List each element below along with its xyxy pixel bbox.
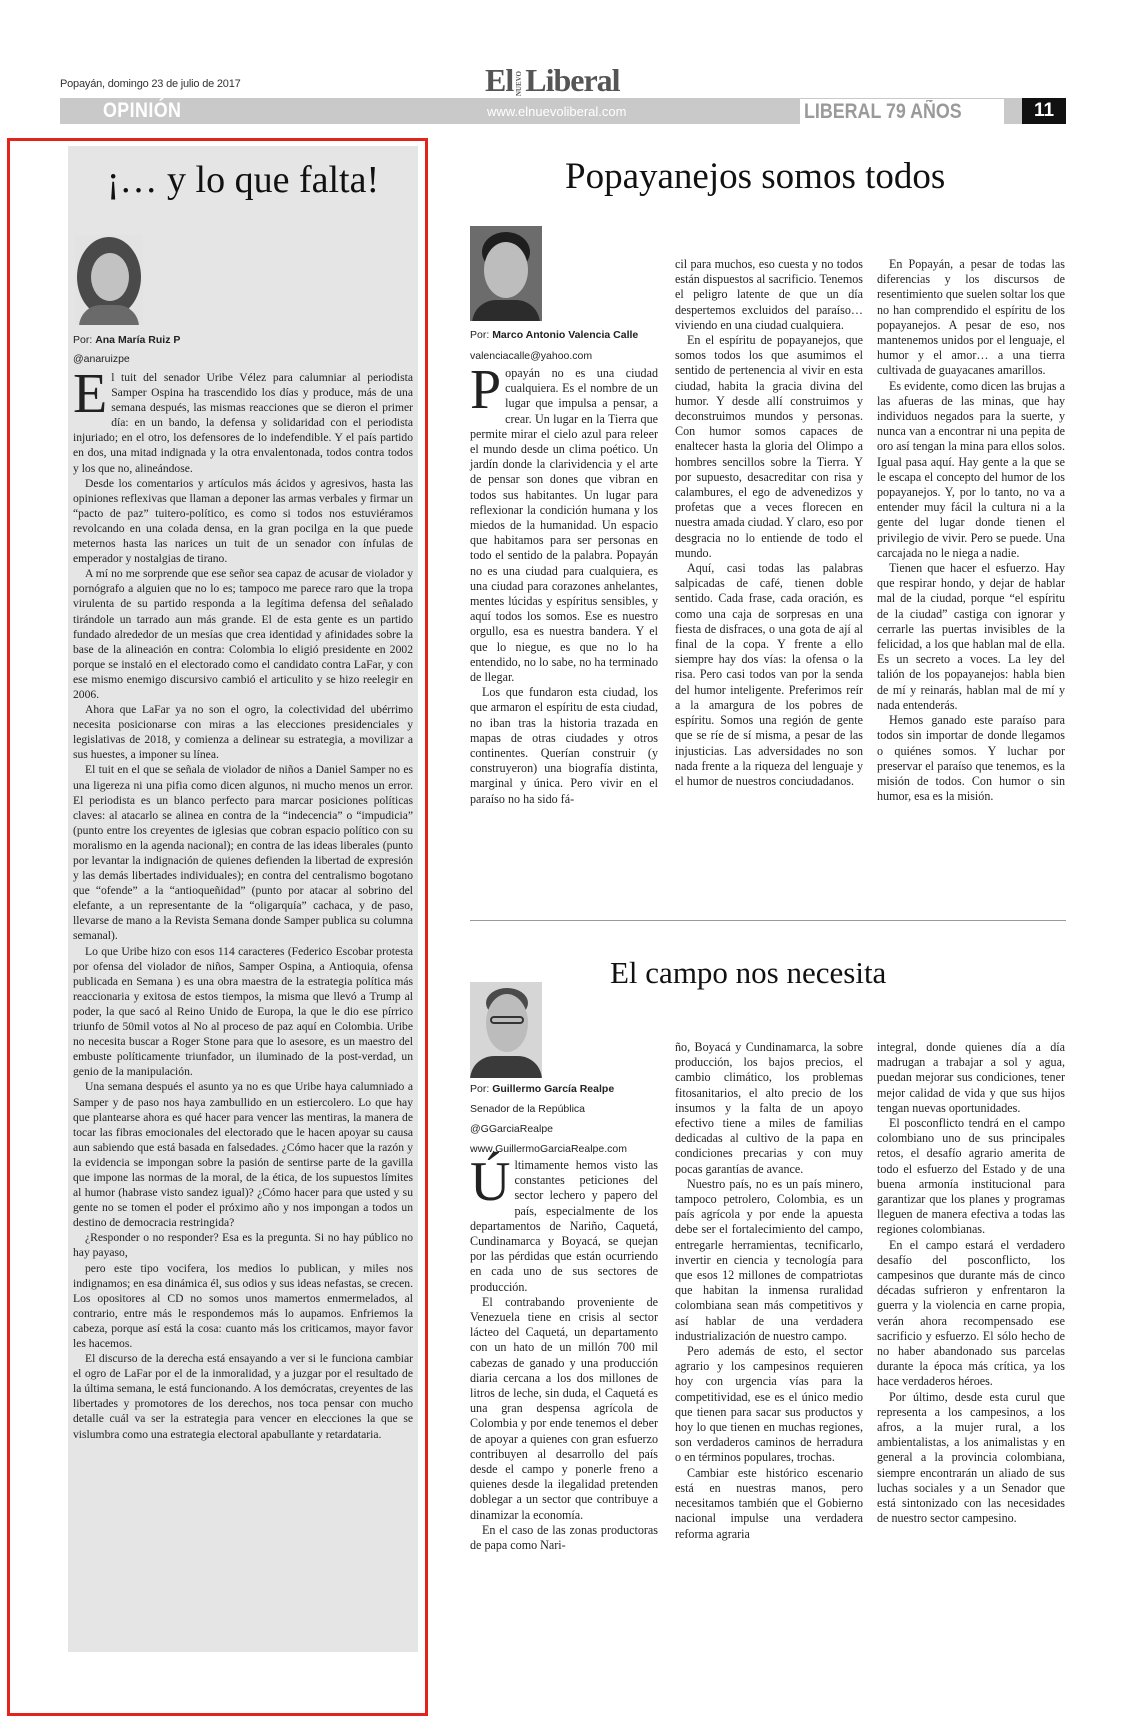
- article-divider: [470, 920, 1066, 921]
- article-column-2: [675, 1040, 863, 1542]
- edition-label: [800, 99, 1004, 125]
- face-shape: [484, 242, 528, 298]
- article-column-1: [470, 1151, 658, 1553]
- article-title: Popayanejos somos todos: [565, 156, 946, 197]
- shoulders-shape: [472, 300, 540, 321]
- glasses-shape: [490, 1016, 524, 1024]
- author-byline: [470, 1083, 614, 1095]
- paragraph: Es evidente, como dicen las brujas a las afueras de las minas, que hay individuos negados para la suerte, y nunca van a encontrar ni una pepita de oro así tengan la mina para ellos solos. Igual pasa aquí. Hay gente a la que se le escapa el concepto del humor de los popayanejos. Y, por lo tanto, no va a entender muy fácil la cultura ni a la gente del lugar donde tienen el privilegio de vivir. Pero se puede. Una carcajada no le niega a nadie.: [877, 378, 1065, 560]
- shoulders-shape: [470, 1056, 542, 1078]
- face-shape: [91, 253, 129, 301]
- author-photo-valencia: [470, 226, 542, 321]
- page-number: 11: [1022, 98, 1066, 124]
- author-website[interactable]: www.GuillermoGarciaRealpe.com: [470, 1143, 627, 1155]
- paragraph: El discurso de la derecha está ensayando a ver si le funciona cambiar el ogro de LaFar por el de la inmoralidad, y a juzgar por el resultado de la última semana, le está funcionando. A los demócratas, creyentes de las libertades y promotores de los derechos, nos toca pensar con mucho detalle cuál va ser la estrategia para vencer en elecciones la que se vislumbra como una estrategia electoral apabullante y retardataria.: [73, 1352, 413, 1441]
- author-photo-ruiz: [75, 235, 143, 325]
- paragraph: A mí no me sorprende que ese señor sea capaz de acusar de violador y pornógrafo a alguien que no lo es; tampoco me parece raro que la tropa virulenta de su partido responda a la legítima defensa del señalado tirándole un tarrado aun más grande. El de esta gente es un partido fundado alrededor de un mesías que crea identidad y afinidades sobre la base de la alineación en contra: Colombia lo eligió presidente en 2002 porque se instaló en el electorado como el candidato contra LaFar, y con ese mismo enemigo discursivo cambió el articulito y se hizo reelegir en 2006.: [73, 567, 413, 701]
- author-role: Senador de la República: [470, 1103, 585, 1115]
- dropcap: E: [73, 363, 108, 425]
- paragraph: cil para muchos, eso cuesta y no todos están dispuestos al sacrificio. Tenemos el peligro latente de que un día despertemos excluidos del paraíso… viviendo en una ciudad cualquiera.: [675, 257, 863, 332]
- paragraph: Desde los comentarios y artículos más ácidos y agresivos, hasta las opiniones reflexivas que llaman a deponer las armas verbales y firmar un “pacto de paz” tuitero-político, es como si todos nos estuviéramos revolcando en una colada densa, en la gran pocilga en la que puede meternos hasta las narices un tuit de un senador con ínfulas de emperador y nostalgias de tirano.: [73, 476, 413, 566]
- website-link[interactable]: www.elnuevoliberal.com: [487, 104, 627, 119]
- paragraph: Una semana después el asunto ya no es que Uribe haya calumniado a Samper y de paso nos haya zambullido en un estiercolero. Lo que hay que plantearse ahora es qué hacer para vencer las mentiras, la manera de tocar las fibras emocionales del electorado que le hacen apoyar su causa aun sabiendo que está basada en falsedades. ¿Cómo hacer que la razón y la evidencia se impongan sobre la pasión de sentirse parte de la gavilla que impone las normas de la moral, de la ética, de los supuestos límites al humor (habrase visto sandez igual)? ¿Cómo hacer para que usted y su gente no se tomen el poder el próximo año y nos impongan a todos un destino de democracia restringida?: [73, 1080, 413, 1230]
- author-byline: [470, 329, 638, 341]
- author-handle[interactable]: @anaruizpe: [73, 353, 130, 365]
- newspaper-logo: [485, 62, 620, 99]
- author-label: Por:: [73, 334, 93, 346]
- dropcap: Ú: [470, 1151, 511, 1213]
- edition-text: LIBERAL 79 AÑOS: [804, 100, 962, 123]
- paragraph: En Popayán, a pesar de todas las diferencias y los discursos de resentimiento que suelen soltar los que no han comprendido el espíritu de los popayanejos. A pesar de eso, nos mantenemos unidos por el lenguaje, el humor y el amor… a una tierra cultivada de guayacanes amarillos.: [877, 257, 1065, 378]
- author-name: Marco Antonio Valencia Calle: [492, 329, 639, 341]
- paragraph: Por último, desde esta curul que representa a los campesinos, a los afros, a la mujer rural, a los ambientalistas, a los animalistas y en general a la provincia colombiana, siempre encontrarán un aliado de sus luchas sociales y a un Senador que está sintonizado con las necesidades de nuestro sector campesino.: [877, 1389, 1065, 1526]
- paragraph: Aquí, casi todas las palabras salpicadas de café, tienen doble sentido. Cada frase, cada oración, es como una caja de sorpresas en una fiesta de disfraces, o una gota de ají al final de la copa. Y frente a ello siempre hay dos vías: la ofensa o la risa. Pero casi todos van por la senda del humor inteligente. Preferimos reír a la amargura de los pobres de espíritu. Somos una región de gente que se ríe de sí misma, a pesar de las injusticias. Las adversidades no son nada frente a la riqueza del lenguaje y el humor de nuestros conciudadanos.: [675, 561, 863, 788]
- logo-nuevo: NUEVO: [515, 71, 524, 97]
- paragraph: El contrabando proveniente de Venezuela tiene en crisis al sector lácteo del Caquetá, un departamento con un hato de un millón 700 mil cabezas de ganado y una producción diaria cercana a los dos millones de litros de leche, sin duda, el Caquetá es una gran despensa agrícola de Colombia y por ende tenemos el deber de apoyar a quienes con gran esfuerzo contribuyen al desarrollo del país desde el campo y ponerle freno a quienes desde la ilegalidad pretenden doblegar a un sector que contribuye a dinamizar la economía.: [470, 1294, 658, 1522]
- paragraph: Hemos ganado este paraíso para todos sin importar de donde llegamos o quiénes somos. Y luchar por preservar el paraíso que tenemos, es la misión de todos. Con humor o sin humor, esa es la misión.: [877, 713, 1065, 804]
- paragraph: El tuit en el que se señala de violador de niños a Daniel Samper no es una ligereza ni una pifia como dicen algunos, ni mucho menos un error. El periodista es un blanco perfecto para marcar posiciones políticas claves: al atacarlo se alinea en contra de la “indecencia” o “impudicia” (punto entre los creyentes de iglesias que cobran espacio político con su moralismo en la agenda nacional); en contra de las ideas liberales (punto por levantar la indignación de quienes defienden la libertad de expresión y las demás libertades individuales); en contra del centralismo bogotano que “ofende” a la “antioqueñidad” (punto por atacar al sobrino del elefante, a un representante de la “oligarquía” cachaca, y de paso, llevarse de mano a la Revista Semana donde Samper publica su columna semanal).: [73, 763, 413, 943]
- author-label: Por:: [470, 329, 490, 341]
- article-column-2: [675, 257, 863, 789]
- logo-el: El: [485, 62, 514, 98]
- paragraph: Pero además de esto, el sector agrario y los campesinos requieren hoy con urgencia vías para la competitividad, ese es el único medio que tienen para sacar sus productos y hoy lo que tienen en muchas regiones, son verdaderos caminos de herradura o en términos populares, trochas.: [675, 1344, 863, 1465]
- section-title: OPINIÓN: [103, 99, 182, 122]
- author-photo-garcia: [470, 982, 542, 1078]
- paragraph: pero este tipo vocifera, los medios lo publican, y miles nos indignamos; en esa dinámica él, sus odios y sus ideas nefastas, se crecen. Los opositores al CD no somos unos mamertos enmermelados, al contrario, entre más le respondemos más lo aupamos. Enfriemos la cabeza, porque así está la cosa: cuanto más los criticamos, mayor favor les hacemos.: [73, 1261, 413, 1350]
- author-label: Por:: [470, 1083, 490, 1095]
- paragraph: El posconflicto tendrá en el campo colombiano uno de sus principales retos, el desafío agrario amerita de todo el esfuerzo del Estado y de una buena armonía institucional para garantizar que los planes y programas lleguen de manera efectiva a todas las regiones colombianas.: [877, 1116, 1065, 1237]
- author-handle[interactable]: @GGarciaRealpe: [470, 1123, 554, 1135]
- article-title: ¡… y lo que falta!: [106, 159, 380, 201]
- article-title: El campo nos necesita: [610, 955, 887, 990]
- paragraph: En el caso de las zonas productoras de papa como Nari-: [470, 1522, 658, 1553]
- paragraph: Ahora que LaFar ya no son el ogro, la colectividad del ubérrimo necesita posicionarse con miras a las elecciones presidenciales y legislativas de 2018, y comienza a delinear su estrategia, a movilizar a sus huestes, a imponer su línea.: [73, 703, 413, 762]
- author-name: Guillermo García Realpe: [492, 1083, 615, 1095]
- article-column-1: [470, 359, 658, 807]
- shoulders-shape: [79, 305, 139, 325]
- paragraph: Los que fundaron esta ciudad, los que armaron el espíritu de esta ciudad, no iban tras la historia trazada en mapas de otras ciudades y otros continentes. Querían construir (y construyeron) una biografía distinta, marginal y única. Pero vivir en el paraíso no ha sido fá-: [470, 685, 658, 806]
- paragraph: ¿Responder o no responder? Esa es la pregunta. Si no hay público no hay payaso,: [73, 1231, 413, 1260]
- dropcap: P: [470, 359, 502, 421]
- logo-liberal: Liberal: [525, 62, 620, 98]
- paragraph: l tuit del senador Uribe Vélez para calumniar al periodista Samper Ospina ha trascendido los días y produce, más de una semana después, las mismas reacciones que se dieron el primer día: en un bando, la defensa y solidaridad con el periodista injuriado; en el otro, los defensores de lo indefendible. Y el país partido en dos, una mitad indignada y la otra envalentonada, todos contra todos y los que no, alineándose.: [73, 371, 413, 475]
- paragraph: integral, donde quienes día a día madrugan a trabajar a sol y agua, puedan mejorar sus condiciones, tener mejor calidad de vida y que sus hijos tengan nuevas oportunidades.: [877, 1040, 1065, 1115]
- paragraph: En el campo estará el verdadero desafío del posconflicto, los campesinos que durante más de cinco décadas sufrieron y enfrentaron la guerra y la violencia en carne propia, verán ahora recompensado ese sacrificio y esfuerzo. El sólo hecho de no haber abandonado sus parcelas durante la época más crítica, ya los hace verdaderos héroes.: [877, 1237, 1065, 1389]
- author-byline: [73, 334, 180, 346]
- article-column-3: [877, 1040, 1065, 1527]
- paragraph: ltimamente hemos visto las constantes peticiones del sector lechero y papero del país, especialmente de los departamentos de Nariño, Caquetá, Cundinamarca y Boyacá, se quejan por las pérdidas que están ocurriendo en cada uno de sus sectores de producción.: [470, 1158, 658, 1294]
- paragraph: En el espíritu de popayanejos, que somos todos los que asumimos el sentido de pertenencia al vivir en esta ciudad, habita la gracia divina del humor. Y desde allí construimos y deconstruimos mundos y personas. Con humor somos capaces de enaltecer hasta la gloria del Olimpo a hombres sencillos sobre la Tierra. Y por supuesto, desacreditar con risa y calambures, el ego de advenedizos y profetas que a veces florecen en nuestra amada ciudad. Y claro, eso por desgracia no lo entiende de todo el mundo.: [675, 333, 863, 560]
- dateline: Popayán, domingo 23 de julio de 2017: [60, 78, 241, 90]
- paragraph: Cambiar este histórico escenario está en nuestras manos, pero necesitamos también que el Gobierno nacional impulse una verdadera reforma agraria: [675, 1465, 863, 1541]
- article-body: [73, 363, 413, 1442]
- paragraph: opayán no es una ciudad cualquiera. Es el nombre de un lugar que impulsa a pensar, a crear. Un lugar en la Tierra que permite mirar el cielo azul para releer el mundo desde un clima poético. Un jardín donde la clarividencia y el arte de pensar son dones que vibran en todos sus habitantes. Un lugar para reflexionar la condición humana y los miedos de la humanidad. Un espacio que habitamos para ser personas en todo el sentido de la palabra. Popayán no es una ciudad para cualquiera, es una ciudad para corazones anhelantes, mentes lúcidas y espíritus sensibles, y aquí todos los somos. Ese es nuestro orgullo, esa es nuestra bandera. Y el que lo niegue, es que no lo ha entendido, no lo sabe, no ha terminado de llegar.: [470, 366, 658, 685]
- paragraph: Nuestro país, no es un país minero, tampoco petrolero, Colombia, es un país agrícola y por ende la apuesta debe ser el fortalecimiento del campo, entregarle herramientas, tecnificarlo, invertir en ciencia y tecnología para que esos 12 millones de compatriotas que habitan la inmensa ruralidad colombiana sean más competitivos y así hablar de una verdadera industrialización de nuestro campo.: [675, 1176, 863, 1343]
- paragraph: ño, Boyacá y Cundinamarca, la sobre producción, los bajos precios, el cambio climático, los problemas fitosanitarios, el alto precio de los insumos y la falta de un apoyo efectivo tiene a miles de familias dedicadas al cultivo de la papa en condiciones precarias y con muy pocas garantías de avance.: [675, 1040, 863, 1176]
- article-column-3: [877, 257, 1065, 804]
- paragraph: Tienen que hacer el esfuerzo. Hay que respirar hondo, y dejar de hablar mal de la ciudad, porque “el espíritu de la ciudad” castiga con ignorar y cerrarle las puertas invisibles de la felicidad, a los que hablan mal de ella. Es un secreto a voces. La ley del talión de los popayanejos: habla bien de mí y reinarás, hablan mal de mí y nada entenderás.: [877, 561, 1065, 712]
- author-name: Ana María Ruiz P: [95, 334, 181, 346]
- author-email[interactable]: valenciacalle@yahoo.com: [470, 350, 593, 362]
- paragraph: Lo que Uribe hizo con esos 114 caracteres (Federico Escobar protesta por ofensa del violador de niños, Samper Ospina, a Antioquia, ofensa publicada en Semana ) es una obra maestra de la estrategia política más reaccionaria y exitosa de estos tiempos, la misma que llevó a Trump al poder, la que sacó al Reino Unido de Europa, la que le dio ese pírrico triunfo de 50mil votos al No al proceso de paz aquí en Colombia. Uribe no necesita buscar a Roger Stone para que lo asesore, es un maestro del embuste políticamente triunfador, un iluminado de la post-verdad, un genio de la manipulación.: [73, 944, 413, 1079]
